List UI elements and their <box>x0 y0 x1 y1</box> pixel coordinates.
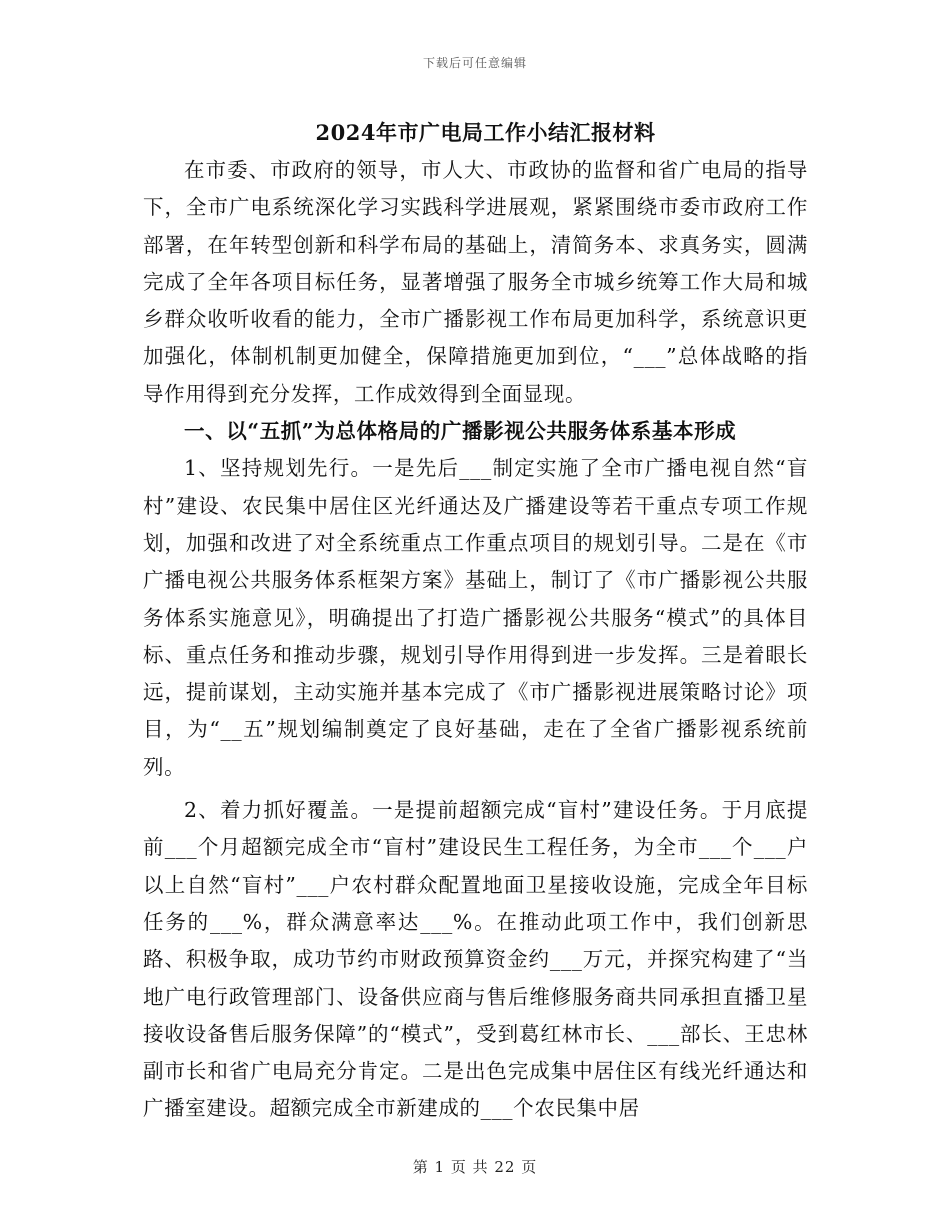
intro-paragraph: 在市委、市政府的领导，市人大、市政协的监督和省广电局的指导下，全市广电系统深化学习实践科学进展观，紧紧围绕市委市政府工作部署，在年转型创新和科学布局的基础上，清简务本、求真务实，圆满完成了全年各项目标任务，显著增强了服务全市城乡统筹工作大局和城乡群众收听收看的能力，全市广播影视工作布局更加科学，系统意识更加强化，体制机制更加健全，保障措施更加到位，“___”总体战略的指导作用得到充分发挥，工作成效得到全面显现。 <box>143 158 808 406</box>
section-heading: 一、以“五抓”为总体格局的广播影视公共服务体系基本形成 <box>184 419 737 444</box>
item-2-paragraph: 2、着力抓好覆盖。一是提前超额完成“盲村”建设任务。于月底提前___个月超额完成全市“盲村”建设民生工程任务，为全市___个___户以上自然“盲村”___户农村群众配置地面卫星接收设施，完成全年目标任务的___%，群众满意率达___%。在推动此项工作中，我们创新思路、积极争取，成功节约市财政预算资金约___万元，并探究构建了“当地广电行政管理部门、设备供应商与售后维修服务商共同承担直播卫星接收设备售后服务保障”的“模式”，受到葛红林市长、___部长、王忠林副市长和省广电局充分肯定。二是出色完成集中居住区有线光纤通达和广播室建设。超额完成全市新建成的___个农民集中居 <box>143 798 808 1121</box>
page-header-note: 下载后可任意编辑 <box>422 56 527 70</box>
page-number: 第 1 页 共 22 页 <box>412 1158 538 1176</box>
document-body <box>143 116 808 1128</box>
item-1-paragraph: 1、坚持规划先行。一是先后___制定实施了全市广播电视自然“盲村”建设、农民集中居住区光纤通达及广播建设等若干重点专项工作规划，加强和改进了对全系统重点工作重点项目的规划引导。二是在《市广播电视公共服务体系框架方案》基础上，制订了《市广播影视公共服务体系实施意见》，明确提出了打造广播影视公共服务“模式”的具体目标、重点任务和推动步骤，规划引导作用得到进一步发挥。三是着眼长远，提前谋划，主动实施并基本完成了《市广播影视进展策略讨论》项目，为“__五”规划编制奠定了良好基础，走在了全省广播影视系统前列。 <box>143 456 808 779</box>
document-title: 2024年市广电局工作小结汇报材料 <box>315 120 656 145</box>
